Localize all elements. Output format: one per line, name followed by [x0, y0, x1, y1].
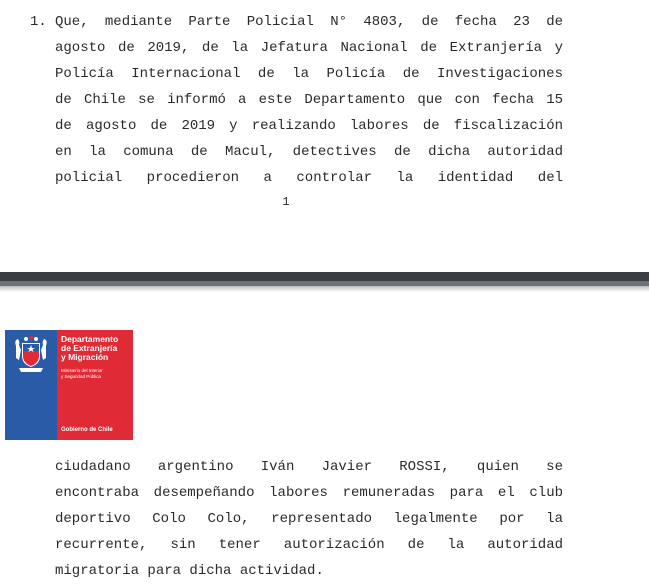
logo-title-line: de Extranjería — [61, 343, 118, 353]
page-1 — [0, 0, 649, 272]
page-divider — [0, 272, 649, 292]
logo-ministry-line: Ministerio del Interior — [61, 368, 103, 373]
coat-of-arms-icon — [13, 336, 49, 374]
paragraph-line: en la comuna de Macul, detectives de dicha autoridad — [55, 144, 563, 160]
paragraph-line: encontraba desempeñando labores remuneradas para el club — [55, 485, 563, 501]
logo-title-line: Departamento — [61, 334, 119, 344]
paragraph-line: agosto de 2019, de la Jefatura Nacional de Extranjería y — [55, 40, 563, 56]
paragraph-line: de agosto de 2019 y realizando labores de fiscalización — [55, 118, 563, 134]
paragraph-line: deportivo Colo Colo, representado legalmente por la — [55, 511, 563, 527]
department-logo — [5, 330, 133, 440]
logo-title-line: y Migración — [61, 352, 109, 362]
paragraph-line: Que, mediante Parte Policial N° 4803, de fecha 23 de — [55, 14, 563, 30]
logo-blue-panel — [5, 330, 57, 440]
logo-government-line: Gobierno de Chile — [61, 427, 113, 433]
item-number: 1. — [30, 14, 47, 30]
logo-ministry-line: y Seguridad Pública — [61, 374, 102, 379]
paragraph-line: Policía Internacional de la Policía de Investigaciones — [55, 66, 563, 82]
logo-red-panel — [57, 330, 133, 440]
paragraph-line: migratoria para dicha actividad. — [55, 563, 324, 579]
page-number: 1 — [282, 195, 290, 209]
paragraph-line: policial procedieron a controlar la identidad del — [55, 170, 563, 186]
paragraph-line: recurrente, sin tener autorización de la autoridad — [55, 537, 563, 553]
paragraph-line: ciudadano argentino Iván Javier ROSSI, quien se — [55, 459, 563, 475]
paragraph-line: de Chile se informó a este Departamento que con fecha 15 — [55, 92, 563, 108]
